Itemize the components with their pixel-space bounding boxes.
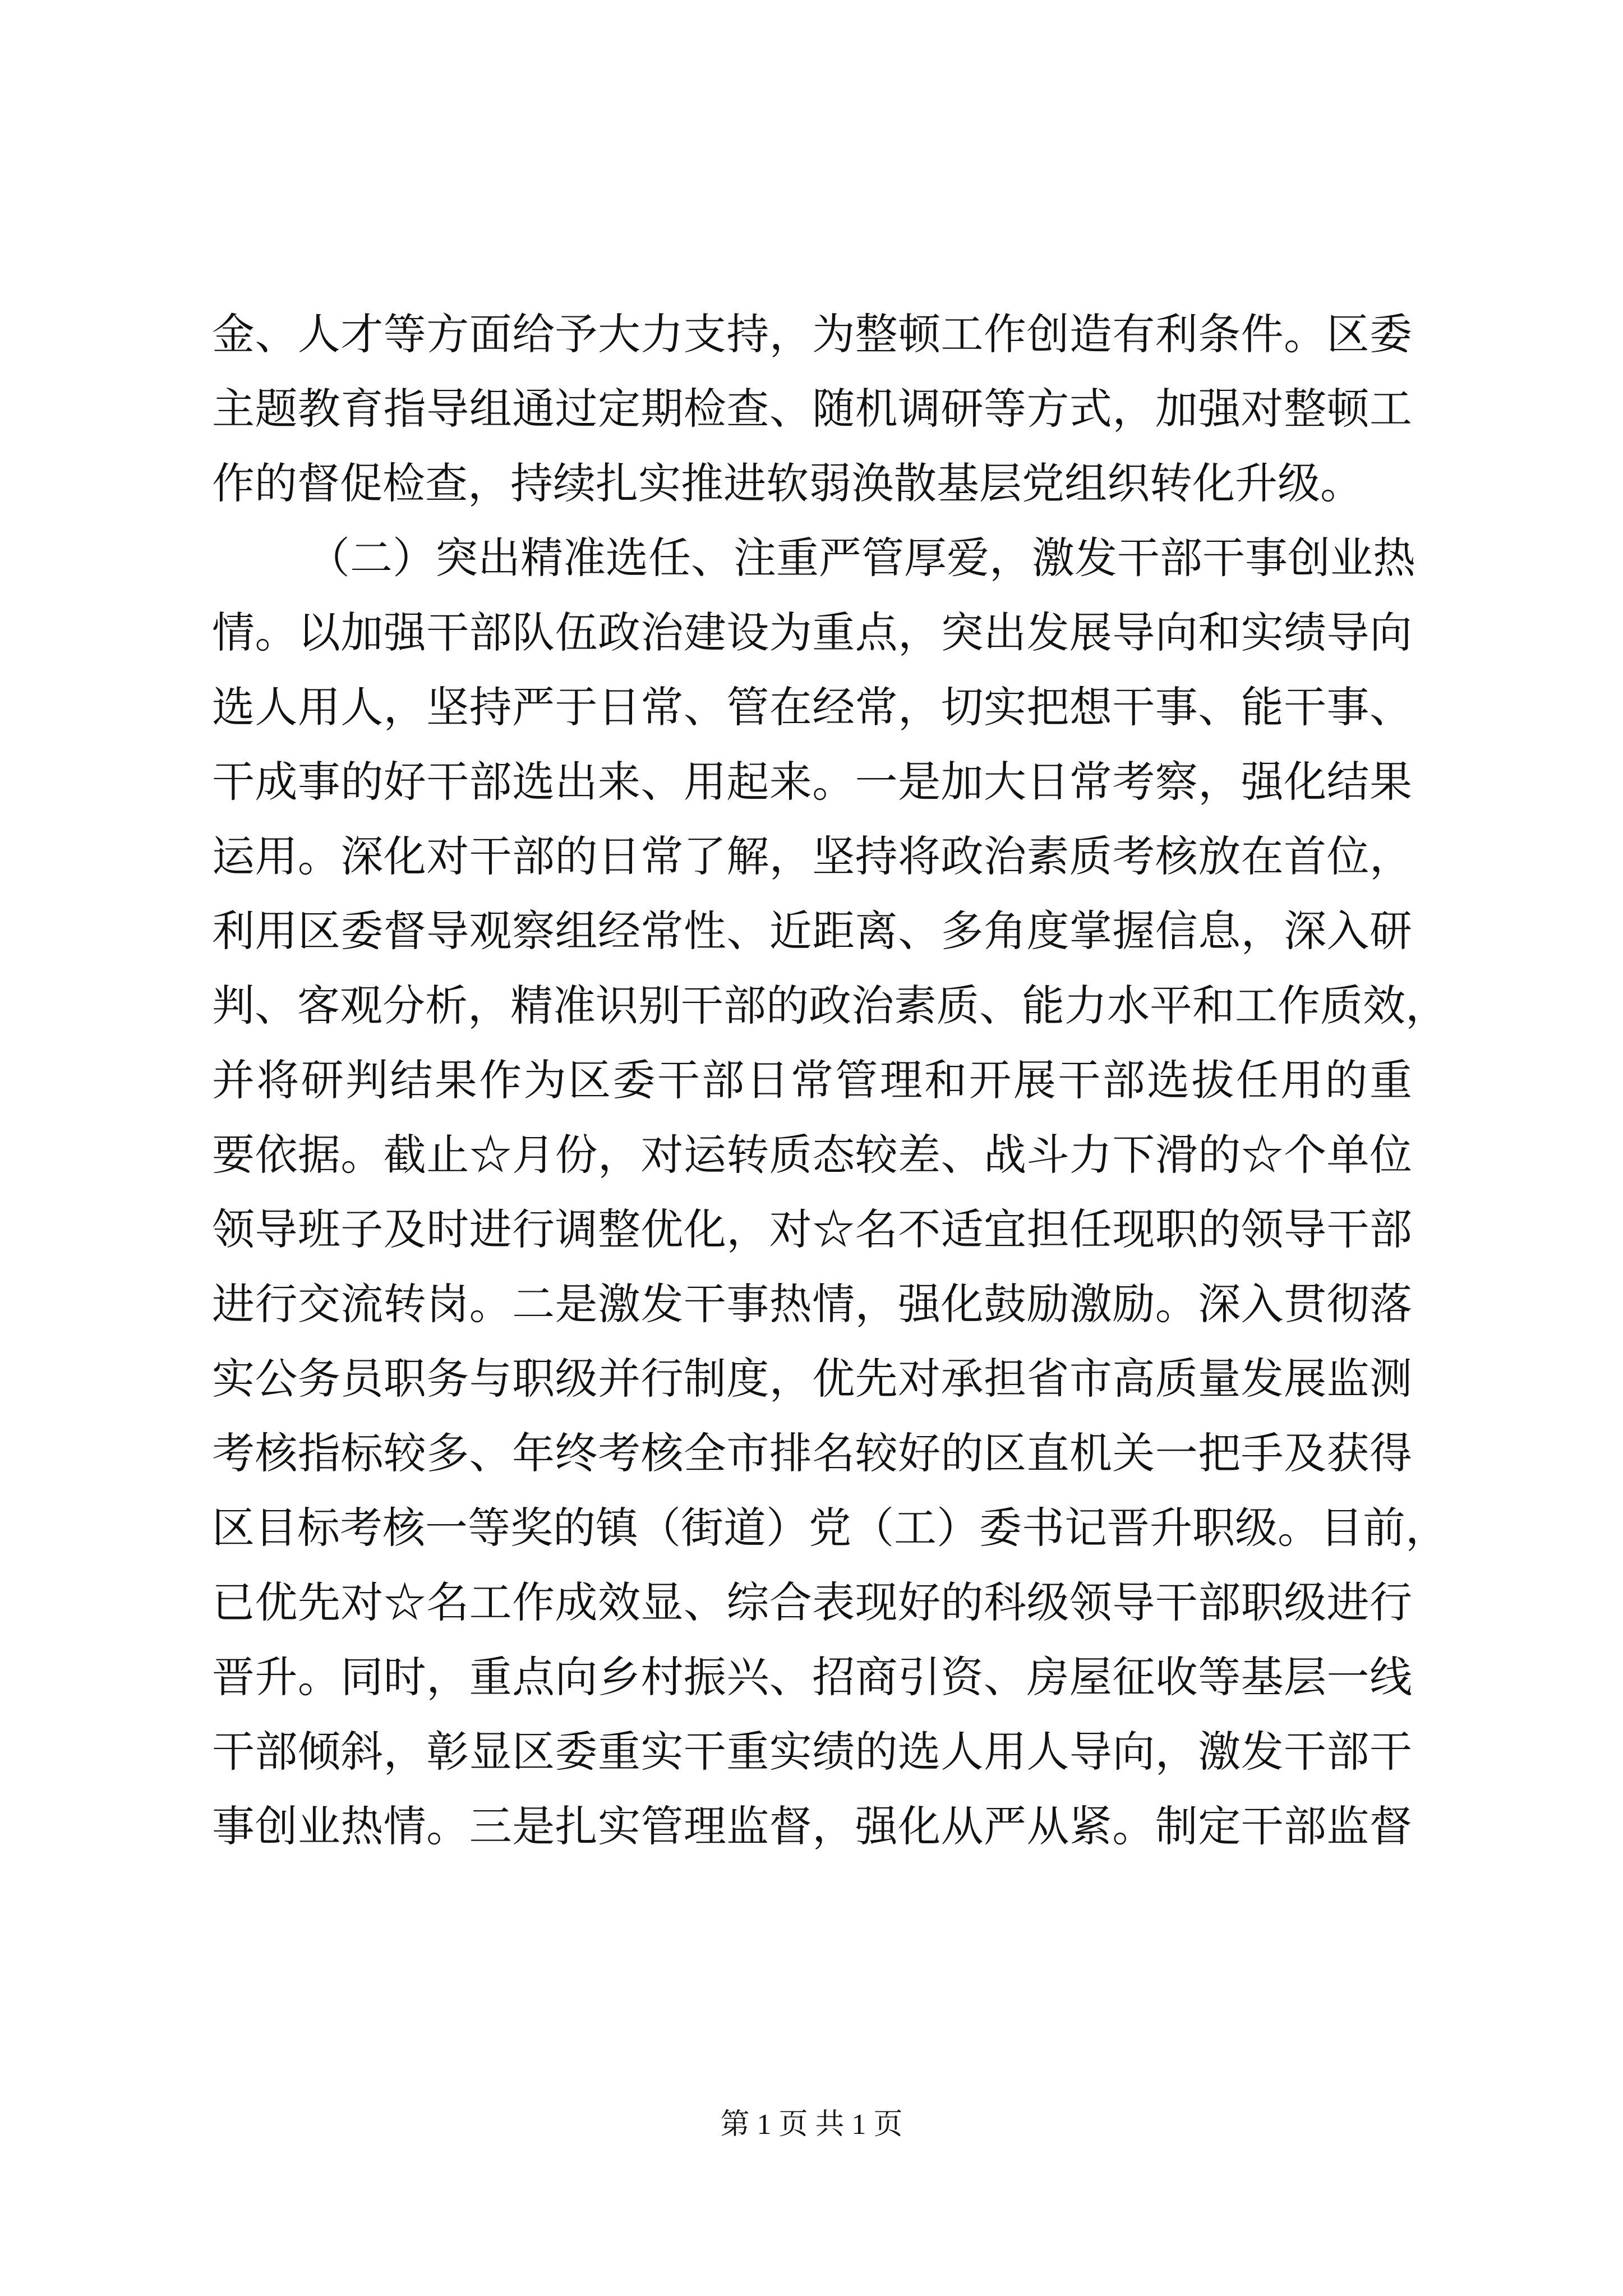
body-text-line: 事创业热情。三是扎实管理监督，强化从严从紧。制定干部监督 bbox=[212, 1801, 1412, 1851]
body-text-line: 已优先对☆名工作成效显、综合表现好的科级领导干部职级进行 bbox=[212, 1577, 1412, 1627]
body-text-line: 并将研判结果作为区委干部日常管理和开展干部选拔任用的重 bbox=[212, 1055, 1412, 1105]
body-text-line: 干成事的好干部选出来、用起来。一是加大日常考察，强化结果 bbox=[212, 757, 1412, 807]
body-text-line: 判、客观分析，精准识别干部的政治素质、能力水平和工作质效， bbox=[212, 981, 1448, 1030]
body-text-line: 选人用人，坚持严于日常、管在经常，切实把想干事、能干事、 bbox=[212, 682, 1412, 732]
body-text-line: 晋升。同时，重点向乡村振兴、招商引资、房屋征收等基层一线 bbox=[212, 1652, 1412, 1702]
body-text-line: 作的督促检查，持续扎实推进软弱涣散基层党组织转化升级。 bbox=[212, 458, 1363, 508]
body-text-line: 主题教育指导组通过定期检查、随机调研等方式，加强对整顿工 bbox=[212, 384, 1412, 434]
body-text-line: 金、人才等方面给予大力支持，为整顿工作创造有利条件。区委 bbox=[212, 309, 1412, 359]
body-text-line: 要依据。截止☆月份，对运转质态较差、战斗力下滑的☆个单位 bbox=[212, 1130, 1412, 1180]
body-text-line: 考核指标较多、年终考核全市排名较好的区直机关一把手及获得 bbox=[212, 1428, 1412, 1478]
section-heading-line: （二）突出精准选任、注重严管厚爱，激发干部干事创业热 bbox=[307, 533, 1415, 583]
body-text-line: 领导班子及时进行调整优化，对☆名不适宜担任现职的领导干部 bbox=[212, 1204, 1412, 1254]
page-number-footer: 第 1 页 共 1 页 bbox=[720, 2109, 903, 2141]
body-text-line: 进行交流转岗。二是激发干事热情，强化鼓励激励。深入贯彻落 bbox=[212, 1279, 1412, 1329]
body-text-line: 利用区委督导观察组经常性、近距离、多角度掌握信息，深入研 bbox=[212, 906, 1412, 956]
body-text-line: 实公务员职务与职级并行制度，优先对承担省市高质量发展监测 bbox=[212, 1354, 1412, 1404]
body-text-line: 区目标考核一等奖的镇（街道）党（工）委书记晋升职级。目前， bbox=[212, 1503, 1448, 1553]
body-text-line: 干部倾斜，彰显区委重实干重实绩的选人用人导向，激发干部干 bbox=[212, 1727, 1412, 1777]
body-text-line: 运用。深化对干部的日常了解，坚持将政治素质考核放在首位， bbox=[212, 831, 1412, 881]
body-text-line: 情。以加强干部队伍政治建设为重点，突出发展导向和实绩导向 bbox=[212, 608, 1412, 657]
